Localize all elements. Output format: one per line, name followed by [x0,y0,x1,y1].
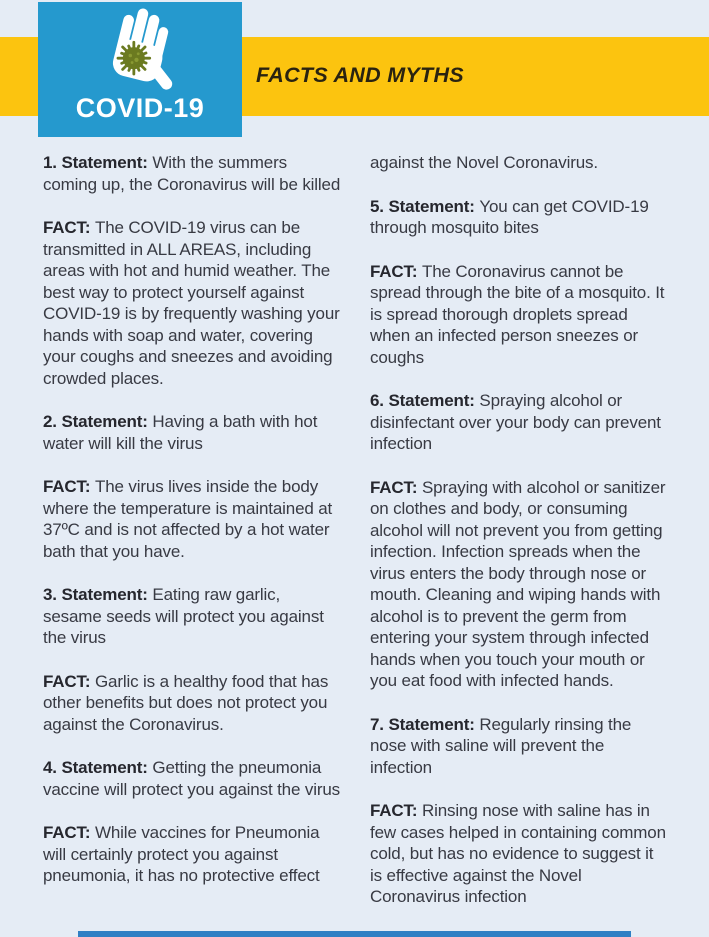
poster-title: FACTS AND MYTHS [256,63,464,87]
stop-hand-virus-icon [96,5,184,99]
statement-or-fact-paragraph [370,800,669,908]
paragraph-label: 7. Statement: [370,714,480,734]
statement-or-fact-paragraph [43,822,342,887]
paragraph-text: The COVID-19 virus can be transmitted in ALL AREAS, including areas with hot and humid weather. The best way to protect yourself against COVID-19 is by frequently washing your hands with soap and water, covering your coughs and sneezes and avoiding crowded places. [43,218,340,388]
continuation-paragraph [370,152,669,174]
paragraph-label: 4. Statement: [43,758,153,777]
paragraph-text: Eating raw garlic, sesame seeds will protect you against the virus [43,585,324,647]
paragraph-text: against the Novel Coronavirus. [370,153,598,172]
paragraph-text: Spraying with alcohol or sanitizer on clothes and body, or consuming alcohol will not prevent you from getting infection. Infection spreads when the virus enters the body through nose or mouth. Cleaning and wiping hands with alcohol is to prevent the germ from entering your system through infected hands when you touch your mouth or you eat food with infected hands. [370,477,666,690]
paragraph-label: FACT: [43,671,95,691]
statement-or-fact-paragraph [43,584,342,649]
statement-or-fact-paragraph [43,476,342,562]
statement-or-fact-paragraph [370,261,669,369]
paragraph-label: 5. Statement: [370,196,480,216]
covid19-logo-badge [38,2,242,137]
statement-or-fact-paragraph [43,217,342,389]
paragraph-label: FACT: [43,218,95,237]
text-column [43,152,342,930]
content-columns [43,152,669,930]
paragraph-text: While vaccines for Pneumonia will certainly protect you against pneumonia, it has no protective effect [43,823,320,885]
statement-or-fact-paragraph [370,390,669,455]
paragraph-text: Garlic is a healthy food that has other benefits but does not protect you against the Coronavirus. [43,671,329,734]
paragraph-text: Spraying alcohol or disinfectant over your body can prevent infection [370,391,661,453]
paragraph-label: FACT: [370,261,422,281]
paragraph-label: FACT: [370,801,422,820]
statement-or-fact-paragraph [370,477,669,692]
text-column [370,152,669,930]
paragraph-text: With the summers coming up, the Coronavirus will be killed [43,153,341,194]
bottom-bar [78,931,631,937]
paragraph-label: 2. Statement: [43,412,153,431]
paragraph-label: 1. Statement: [43,153,153,172]
statement-or-fact-paragraph [370,714,669,779]
paragraph-label: FACT: [43,477,95,496]
statement-or-fact-paragraph [43,152,342,195]
paragraph-text: You can get COVID-19 through mosquito bites [370,196,649,237]
virus-glyph [118,42,150,74]
paragraph-text: Rinsing nose with saline has in few cases helped in containing common cold, but has no evidence to suggest it is effective against the Novel Coronavirus infection [370,801,666,906]
badge-label: COVID-19 [75,93,205,123]
paragraph-text: Getting the pneumonia vaccine will protect you against the virus [43,758,341,799]
paragraph-text: Regularly rinsing the nose with saline will prevent the infection [370,714,632,777]
paragraph-label: 3. Statement: [43,585,153,604]
statement-or-fact-paragraph [370,196,669,239]
paragraph-label: FACT: [43,823,95,842]
paragraph-text: The virus lives inside the body where the temperature is maintained at 37ºC and is not affected by a hot water bath that you have. [43,477,333,561]
paragraph-text: The Coronavirus cannot be spread through the bite of a mosquito. It is spread thorough droplets spread when an infected person sneezes or coughs [370,261,665,367]
paragraph-label: 6. Statement: [370,391,480,410]
statement-or-fact-paragraph [43,757,342,800]
paragraph-label: FACT: [370,477,422,497]
paragraph-text: Having a bath with hot water will kill the virus [43,412,318,453]
statement-or-fact-paragraph [43,411,342,454]
statement-or-fact-paragraph [43,671,342,736]
